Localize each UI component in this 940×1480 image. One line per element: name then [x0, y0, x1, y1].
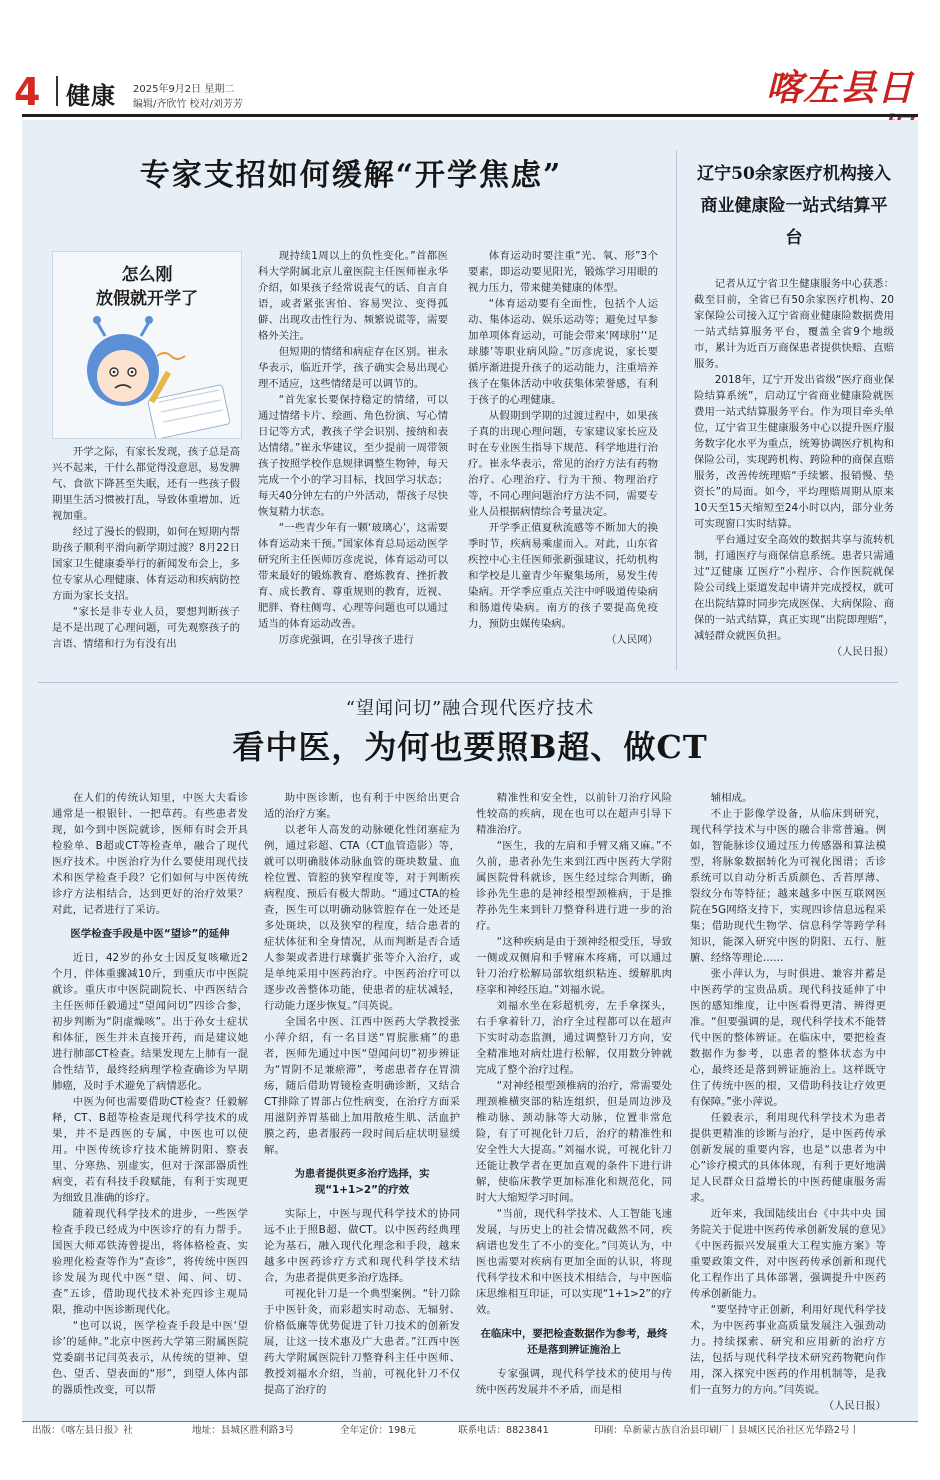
- article3-source: （人民日报）: [823, 1400, 886, 1412]
- article2-paragraph: 平台通过安全高效的数据共享与流转机制，打通医疗与商保信息系统。患者只需通过“辽健康 辽医疗”小程序、合作医院就保险公司线上渠道发起申请并完成授权，就可在出院结算时同步完成医保、大病保险、商保的一站式结算，真正实现“出院即理赔”，减轻群众就医负担。: [694, 534, 894, 642]
- article3-column-4: [690, 790, 886, 1414]
- article3-paragraph: “这种疾病是由于颈神经根受压，导致一侧或双侧肩和手臂麻木疼痛，可以通过针刀治疗松解局部软组织粘连、缓解肌肉痉挛和神经压迫。”刘福水说。: [476, 936, 672, 996]
- article3-paragraph: 张小萍认为，与时俱进、兼容并蓄是中医药学的宝贵品质。现代科技延伸了中医的感知维度，让中医看得更清、辨得更准。“但要强调的是，现代科学技术不能替代中医的整体辨证。在临床中，要把检查数据作为参考，以患者的整体状态为中心，最终还是落到辨证施治上。这样既守住了传统中医的根，又借助科技让疗效更有保障。”张小萍说。: [690, 968, 886, 1108]
- article3-paragraph: 辅相成。: [710, 792, 753, 804]
- header-divider: [56, 76, 58, 106]
- article1-column-1: [52, 444, 240, 652]
- article3-column-3: [476, 790, 672, 1398]
- article3-column-1: [52, 790, 248, 1398]
- header-rule: [22, 114, 918, 117]
- article3-subheading: 为患者提供更多治疗选择，实现“1+1>2”的疗效: [294, 1168, 430, 1196]
- article3-paragraph: 刘福水坐在彩超机旁，左手拿探头，右手拿着针刀，治疗全过程都可以在超声下实时动态监测，通过调整针刀方向，安全精准地对病灶进行松解，仅用数分钟就完成了整个治疗过程。: [476, 1000, 672, 1076]
- article3-paragraph: “医生，我的左肩和手臂又痛又麻。”不久前，患者孙先生来到江西中医药大学附属医院骨科就诊，医生经过综合判断，确诊孙先生患的是神经根型颈椎病，于是推荐孙先生来到针刀整脊科进行进一步的治疗。: [476, 840, 672, 932]
- article3-paragraph: 可视化针刀是一个典型案例。“针刀除于中医针灸，而彩超实时动态、无辐射、价格低廉等优势促进了针刀技术的创新发展，让这一技术惠及广大患者。”江西中医药大学附属医院针刀整脊科主任中医师、教授刘福水介绍，当前，可视化针刀不仅提高了治疗的: [264, 1288, 460, 1396]
- footer-publisher: 出版：《喀左县日报》社: [32, 1425, 133, 1436]
- page-number: 4: [14, 70, 41, 114]
- article3-paragraph: “当前，现代科学技术、人工智能飞速发展，与历史上的社会情况截然不同，疾病谱也发生了不小的变化。”闫英认为，中医也需要对疾病有更加全面的认识，将现代科学技术和中医技术相结合，与中医临床思维相互印证，可以实现“1+1>2”的疗效。: [476, 1208, 672, 1316]
- newspaper-logo: 喀左县日: [765, 67, 914, 109]
- article1-column-2: [258, 248, 448, 648]
- article1-column-3: [468, 248, 658, 648]
- illustration-caption-line1: 怎么刚: [121, 265, 173, 285]
- footer-address: 地址：县城区胜利路3号: [192, 1425, 295, 1436]
- article3-paragraph: 在人们的传统认知里，中医大夫看诊通常是一根银针、一把草药。有些患者发现，如今到中医院就诊，医师有时会开具检验单、B超或CT等检查单，融合了现代医疗技术。中医治疗为什么要使用现代技术和医学检查手段？它们如何与中医传统诊疗方法相结合，达到更好的治疗效果？对此，记者进行了采访。: [52, 792, 248, 916]
- article1-paragraph: 但短期的情绪和病症存在区别。崔永华表示，临近开学，孩子确实会易出现心理不适应，这些情绪是可以调节的。: [258, 346, 448, 390]
- article2-body: [694, 276, 894, 660]
- article1-paragraph: 开学季正值夏秋流感等不断加大的换季时节，疾病易乘虚而入。对此，山东省疾控中心主任医师张新强建议，托幼机构和学校是儿童青少年聚集场所，易发生传染病。开学季应重点关注中呼吸道传染病和肠道传染病。南方的孩子要提高免疫力，预防虫媒传染病。: [468, 522, 658, 630]
- article1-paragraph: 开学之际，有家长发现，孩子总是高兴不起来，干什么都觉得没意思，易发脾气、食欲下降甚至失眠，还有一些孩子假期里生活习惯被打乱，导致体重增加、近视加重。: [52, 446, 240, 522]
- article1-paragraph: 体育运动时要注重“光、氧、形”3个要素，即运动要见阳光，锻炼学习用眼的视力压力，带来健美健康的体型。: [468, 250, 658, 294]
- article1-paragraph: 从假期到学期的过渡过程中，如果孩子真的出现心理问题，专家建议家长应及时在专业医生指导下规范、科学地进行治疗。崔永华表示，常见的治疗方法有药物治疗、心理治疗、行为干预、物理治疗等，不同心理问题治疗方法不同，需要专业人员根据病情综合考量决定。: [468, 410, 658, 518]
- footer-printer: 印刷：阜新蒙古族自治县印刷厂丨县城区民治社区光华路2号丨: [594, 1425, 860, 1436]
- article3-kicker: “望闻问切”融合现代医疗技术: [345, 698, 595, 719]
- article3-paragraph: 不止于影像学设备，从临床到研究，现代科学技术与中医的融合非常普遍。例如，智能脉诊仪通过压力传感器和算法模型，将脉象数据转化为可视化图谱；舌诊系统可以自动分析舌质颜色、舌苔厚薄、裂纹分布等特征；越来越多中医互联网医院在5G网络支持下，实现四诊信息远程采集；借助现代生物学、信息科学等跨学科知识，能深入研究中医的阴阳、五行、脏腑、经络等理论……: [690, 808, 886, 964]
- editor-credits: 编辑/齐欣竹 校对/刘芳芳: [133, 99, 243, 110]
- article3-column-2: [264, 790, 460, 1398]
- article1-headline: 专家支招如何缓解“开学焦虑”: [139, 158, 563, 193]
- article2-source: （人民日报）: [831, 646, 894, 658]
- article1-paragraph: “家长是非专业人员，要想判断孩子是不是出现了心理问题，可先观察孩子的言语、情绪和行为有没有出: [52, 606, 240, 650]
- article3-subheading: 在临床中，要把检查数据作为参考，最终还是落到辨证施治上: [480, 1328, 668, 1356]
- article3-paragraph: 中医为何也需要借助CT检查？任毅解释，CT、B超等检查是现代科学技术的成果，并不是西医的专属，中医也可以使用。中医传统诊疗技术能辨阴阳、察表里、分寒热、别虚实，但对于深部器质性病变，若有科技手段赋能，有利于实现更为细致且准确的诊疗。: [52, 1096, 248, 1204]
- column-rule: [676, 150, 677, 670]
- article1-paragraph: 现持续1周以上的负性变化。”首都医科大学附属北京儿童医院主任医师崔永华介绍，如果孩子经常说丧气的话、自言自语，或者紧张害怕、容易哭泣、变得孤僻、出现攻击性行为、频繁说谎等，需要格外关注。: [258, 250, 448, 342]
- section-divider: [38, 682, 898, 683]
- article3-paragraph: 随着现代科学技术的进步，一些医学检查手段已经成为中医诊疗的有力帮手。国医大师邓铁涛曾提出，将体格检查、实验理化检查等作为“查诊”，将传统中医四诊发展为现代中医“望、闻、问、切、查”五诊，借助现代技术补充四诊主观局限，推动中医诊断现代化。: [52, 1208, 248, 1316]
- article2-paragraph: 记者从辽宁省卫生健康服务中心获悉：截至目前，全省已有50余家医疗机构、20家保险公司接入辽宁省商业健康险数据费用一站式结算服务平台，覆盖全省9个地级市，累计为近百万商保患者提供快赔、直赔服务。: [694, 278, 894, 370]
- article2-headline: 辽宁50余家医疗机构接入商业健康险一站式结算平台: [697, 164, 891, 248]
- student-worried-icon: [53, 252, 241, 438]
- article1-paragraph: “一些青少年有一颗‘玻璃心’，这需要体育运动来干预。”国家体育总局运动医学研究所主任医师厉彦虎说，体育运动可以带来最好的锻炼教育、磨炼教育、挫折教育、成长教育、尊重规则的教育，近视、肥胖、脊柱侧弯、心理等问题也可以通过适当的体育运动改善。: [258, 522, 448, 630]
- article3-paragraph: 精准性和安全性，以前针刀治疗风险性较高的疾病，现在也可以在超声引导下精准治疗。: [476, 792, 672, 836]
- illustration-caption-line2: 放假就开学了: [96, 289, 198, 309]
- article1-paragraph: “体育运动要有全面性，包括个人运动、集体运动、娱乐运动等；避免过早参加单项体育运动，可能会带来‘网球肘’‘足球膝’等职业病风险。”厉彦虎说，家长要循序渐进提升孩子的运动能力，注重培养孩子在集体活动中收获集体荣誉感，有利于孩子的心理健康。: [468, 298, 658, 406]
- article1-paragraph: 经过了漫长的假期，如何在短期内帮助孩子顺利平滑向新学期过渡？8月22日国家卫生健康委举行的新闻发布会上，多位专家从心理健康、体育运动和疾病防控方面为家长支招。: [52, 526, 240, 602]
- page-footer: [22, 1421, 918, 1440]
- footer-phone: 联系电话：8823841: [458, 1425, 549, 1436]
- article3-paragraph: 任毅表示，利用现代科学技术为患者提供更精准的诊断与治疗，是中医药传承创新发展的重要内容，也是“以患者为中心”诊疗模式的具体体现，有利于更好地满足人民群众日益增长的中医药健康服务需求。: [690, 1112, 886, 1204]
- article3-paragraph: “对神经根型颈椎病的治疗，常需要处理颈椎横突部的粘连组织，但是周边涉及椎动脉、颈动脉等大动脉，位置非常危险，有了可视化针刀后，治疗的精准性和安全性大大提高。”刘福水说，可视化针刀还能让教学者在更加直观的条件下进行讲解，使临床教学更加标准化和规范化，同时大大缩短学习时间。: [476, 1080, 672, 1204]
- footer-price: 全年定价：198元: [340, 1425, 416, 1436]
- dateline: 2025年9月2日 星期二: [133, 84, 235, 95]
- article3-paragraph: 专家强调，现代科学技术的使用与传统中医药发展并不矛盾，而是相: [476, 1368, 672, 1396]
- article3-paragraph: 以老年人高发的动脉硬化性闭塞症为例，通过彩超、CTA（CT血管造影）等，就可以明确肢体动脉血管的斑块数量、血栓位置、管腔的狭窄程度等，对于判断疾病程度、预后有极大帮助。“通过CTA的检查，医生可以明确动脉管腔存在一处还是多处斑块，以及狭窄的程度，结合患者的症状体征和全身情况，从而判断是否合适人参架或者进行球囊扩张等介入治疗，或是单纯采用中医药治疗。中医药治疗可以逐步改善整体功能，使患者的症状减轻，行动能力逐步恢复。”闫英说。: [264, 824, 460, 1012]
- article3-paragraph: “要坚持守正创新，利用好现代科学技术，为中医药事业高质量发展注入强劲动力。持续探索、研究和应用新的治疗方法，包括与现代科学技术研究药物靶向作用，深入探究中医药的作用机制等，是我们一直努力的方向。”闫英说。: [690, 1304, 886, 1396]
- article3-paragraph: 全国名中医、江西中医药大学教授张小萍介绍，有一名目送“胃脘胀痛”的患者，医师先通过中医“望闻问切”初步辨证为“胃阴不足兼瘀滞”，考虑患者存在胃溃疡，随后借助胃镜检查明确诊断，又结合CT排除了胃部占位性病变，在治疗方面采用滋阴养胃基础上加用散疮生肌、活血护膜之药，患者服药一段时间后症状明显缓解。: [264, 1016, 460, 1156]
- article1-illustration: [52, 251, 242, 439]
- article3-paragraph: 实际上，中医与现代科学技术的协同远不止于照B超、做CT。以中医药经典理论为基石，融入现代化理念和手段，越来越多中医药诊疗方式和现代科学技术结合，为患者提供更多治疗选择。: [264, 1208, 460, 1284]
- article1-paragraph: 厉彦虎强调，在引导孩子进行: [278, 634, 414, 646]
- article2-paragraph: 2018年，辽宁开发出省级“医疗商业保险结算系统”，启动辽宁省商业健康险就医费用一站式结算服务平台。作为项目牵头单位，辽宁省卫生健康服务中心以提升医疗服务数字化水平为重点，统筹协调医疗机构和保险公司，实现跨机构、跨险种的商保直赔服务，改善传统理赔“手续繁、报销慢、垫资长”的局面。如今，平均理赔周期从原来10天至15天缩短至24小时以内，部分业务可实现窗口实时结算。: [694, 374, 894, 530]
- article3-subheading: 医学检查手段是中医“望诊”的延伸: [70, 928, 230, 940]
- article1-paragraph: “首先家长要保持稳定的情绪，可以通过情绪卡片、绘画、角色扮演、写心情日记等方式，教孩子学会识别、接纳和表达情绪。”崔永华建议，至少提前一周带领孩子按照学校作息规律调整生物钟，每天完成一个小的学习目标，找回学习状态；每天40分钟左右的户外活动，帮孩子尽快恢复精力状态。: [258, 394, 448, 518]
- article3-paragraph: 助中医诊断，也有利于中医给出更合适的治疗方案。: [264, 792, 460, 820]
- article3-paragraph: 近日，42岁的孙女士因反复咳嗽近2个月，伴体重骤减10斤，到重庆市中医院就诊。重庆市中医院副院长、中西医结合主任医师任毅通过“望闻问切”四诊合参，初步判断为“阴虚燥咳”。出于孙女士症状和体征，医生并未直接开药，而是建议她进行肺部CT检查。结果发现左上肺有一混合性结节，最终经病理学检查确诊为早期肺癌，及时手术避免了病情恶化。: [52, 952, 248, 1092]
- article3-paragraph: 近年来，我国陆续出台《中共中央 国务院关于促进中医药传承创新发展的意见》《中医药振兴发展重大工程实施方案》等重要政策文件，对中医药传承创新和现代化工程作出了具体部署，强调提升中医药传承创新能力。: [690, 1208, 886, 1300]
- section-title: 健康: [66, 82, 116, 110]
- article1-source: （人民网）: [606, 634, 658, 646]
- article3-paragraph: “也可以说，医学检查手段是中医‘望诊’的延伸。”北京中医药大学第三附属医院党委副书记闫英表示，从传统的望神、望色、望舌、望表面的“形”，到望人体内部的器质性改变，可以帮: [52, 1320, 248, 1396]
- article3-headline: 看中医，为何也要照B超、做CT: [232, 728, 708, 766]
